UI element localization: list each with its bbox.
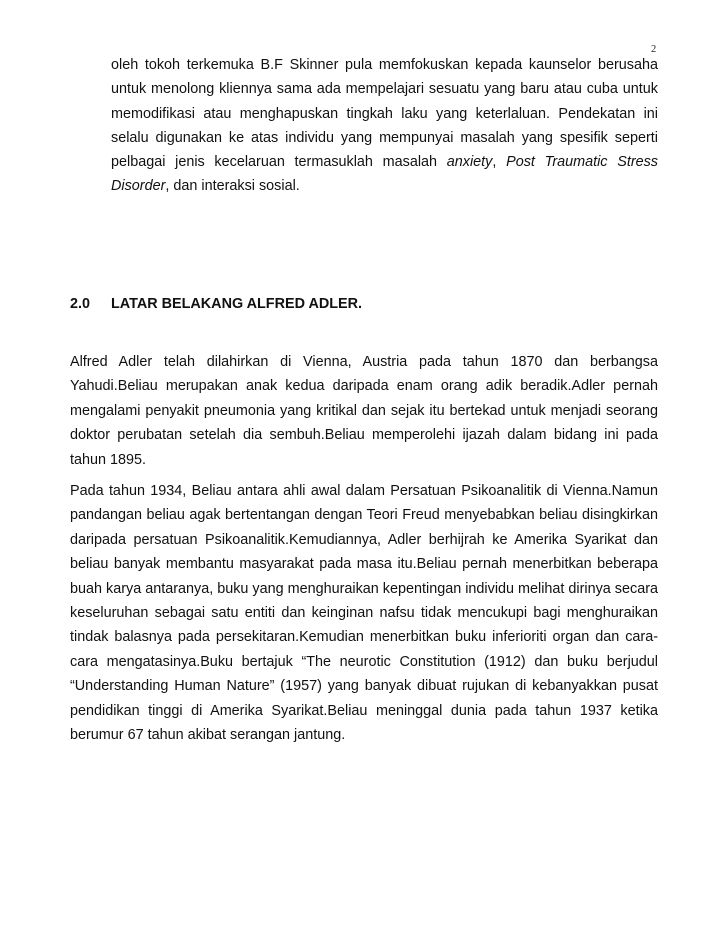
paragraph-2-line: pendidikan tinggi di Amerika Syarikat.Beliau meninggal dunia pada tahun 1937 ketika (70, 702, 658, 719)
paragraph-2-line: keseluruhan sebagai satu entiti dan keinginan nafsu tidak mencukupi bagi menghuraikan (70, 605, 658, 622)
ptsd-term-part1: Post Traumatic Stress (506, 154, 659, 171)
section-number: 2.0 (70, 296, 91, 312)
paragraph-2-line: Pada tahun 1934, Beliau antara ahli awal dalam Persatuan Psikoanalitik di Vienna.Namun (70, 483, 658, 499)
paragraph-1-line: mengalami penyakit pneumonia yang kritikal dan sejak itu bertekad untuk menjadi seorang (70, 402, 658, 419)
paragraph-2-line: beliau banyak membantu masyarakat pada masa itu.Beliau pernah menerbitkan beberapa (70, 556, 658, 573)
paragraph-2-line: pandangan beliau agak bertentangan dengan Teori Freud menyebabkan beliau disingkirkan (70, 507, 658, 524)
intro-paragraph (111, 53, 658, 199)
section-title: LATAR BELAKANG ALFRED ADLER. (111, 296, 363, 312)
ptsd-term-part2: Disorder (111, 178, 166, 195)
paragraph-1-line: doktor perubatan setelah dia sembuh.Beliau memperolehi ijazah dalam bidang ini pada (70, 427, 658, 444)
intro-line-1: oleh tokoh terkemuka B.F Skinner pula memfokuskan kepada kaunselor berusaha (111, 57, 658, 73)
paragraph-1 (70, 350, 658, 472)
page-number: 2 (651, 44, 657, 55)
paragraph-1-line: Yahudi.Beliau merupakan anak kedua daripada enam orang adik beradik.Adler pernah (70, 378, 658, 395)
paragraph-2-line: berumur 67 tahun akibat serangan jantung. (70, 727, 346, 744)
paragraph-2-line: tindak balasnya pada persekitaran.Kemudian menerbitkan buku inferioriti organ dan cara- (70, 629, 658, 646)
intro-line-5 (111, 150, 658, 174)
intro-line-5-comma: , (492, 154, 507, 171)
paragraph-2-line: buah karya antaranya, buku yang menghuraikan kepentingan individu melihat dirinya secara (70, 580, 658, 597)
intro-line-4: selalu digunakan ke atas individu yang mempunyai masalah yang spesifik seperti (111, 129, 658, 146)
anxiety-term: anxiety (446, 154, 493, 171)
paragraph-1-line: tahun 1895. (70, 451, 147, 468)
section-heading (70, 296, 362, 312)
paragraph-1-line: Alfred Adler telah dilahirkan di Vienna, Austria pada tahun 1870 dan berbangsa (70, 354, 658, 370)
intro-line-3: memodifikasi atau menghapuskan tingkah laku yang keterlaluan. Pendekatan ini (111, 105, 658, 122)
paragraph-2-line: “Understanding Human Nature” (1957) yang banyak dibuat rujukan di kebanyakkan pusat (70, 678, 658, 695)
paragraph-2-line: cara mengatasinya.Buku bertajuk “The neurotic Constitution (1912) dan buku berjudul (70, 653, 658, 670)
paragraph-2 (70, 479, 658, 747)
intro-line-2: untuk menolong kliennya sama ada mempelajari sesuatu yang baru atau cuba untuk (111, 81, 658, 98)
paragraph-2-line: daripada persatuan Psikoanalitik.Kemudiannya, Adler berhijrah ke Amerika Syarikat dan (70, 531, 658, 548)
intro-line-6-text: , dan interaksi sosial. (165, 178, 300, 195)
intro-line-6 (111, 174, 658, 198)
intro-line-5-text: pelbagai jenis kecelaruan termasuklah masalah (111, 154, 447, 171)
